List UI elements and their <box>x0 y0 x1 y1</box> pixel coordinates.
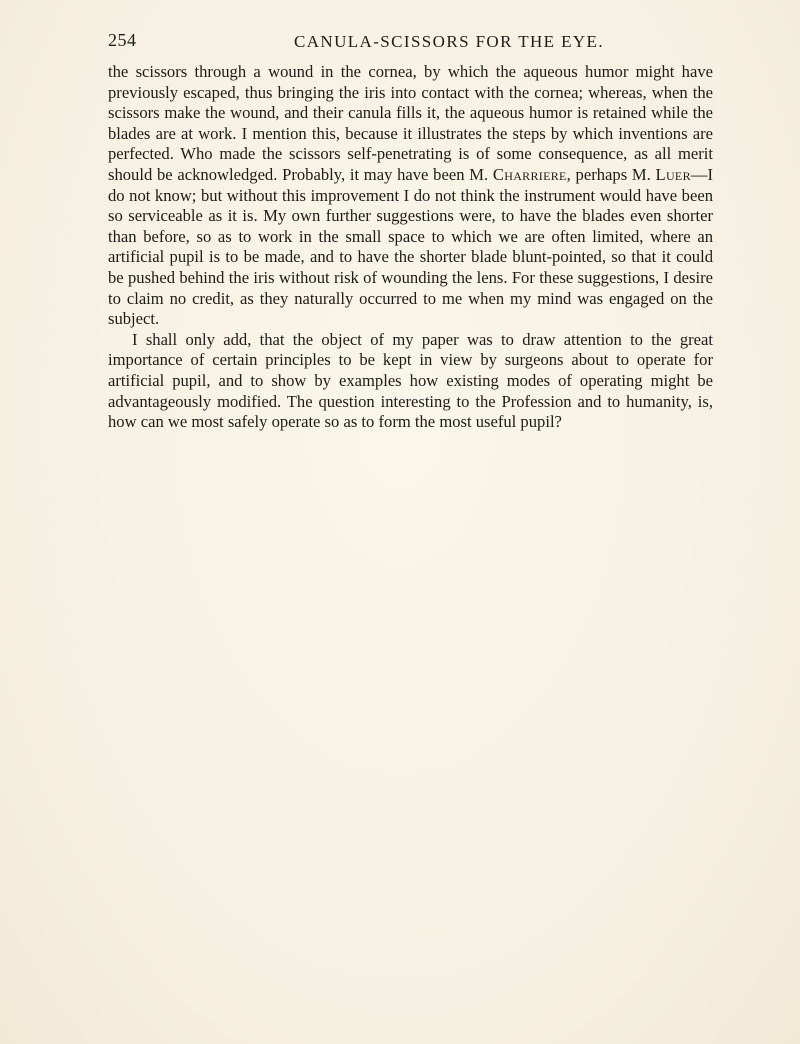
paragraph-2: I shall only add, that the object of my paper was to draw attention to the great importance of certain principles to be kept in view by surgeons about to operate for artificial pupil, and to show by examples how existing modes of operating might be advantageously modified. The question interesting to the Profession and to humanity, is, how can we most safely operate so as to form the most useful pupil? <box>108 329 713 432</box>
body-text <box>108 62 713 433</box>
paragraph-1-text-a: the scissors through a wound in the cornea, by which the aqueous humor might have previously escaped, thus bringing the iris into contact with the cornea; whereas, when the scissors make the wound, and their canula fills it, the aqueous humor is retained while the blades are at work. I mention this, because it illustrates the steps by which inventions are perfected. Who made the scissors self-penetrating is of some consequence, as all merit should be acknowledged. Probably, it may have been M. <box>108 62 713 184</box>
name-charriere: Charriere <box>492 164 567 184</box>
paragraph-1-text-c: —I do not know; but without this improvement I do not think the instrument would have been so serviceable as it is. My own further suggestions were, to have the blades even shorter than before, so as to work in the small space to which we are often limited, where an artificial pupil is to be made, and to have the shorter blade blunt-pointed, so that it could be pushed behind the iris without risk of wounding the lens. For these suggestions, I desire to claim no credit, as they naturally occurred to me when my mind was engaged on the subject. <box>108 164 713 329</box>
paragraph-1 <box>108 62 713 330</box>
running-title: CANULA-SCISSORS FOR THE EYE. <box>294 32 604 51</box>
running-head <box>108 30 713 56</box>
paragraph-1-text-b: , perhaps M. <box>566 164 656 184</box>
page-number: 254 <box>108 30 137 50</box>
name-luer: Luer <box>655 164 691 184</box>
